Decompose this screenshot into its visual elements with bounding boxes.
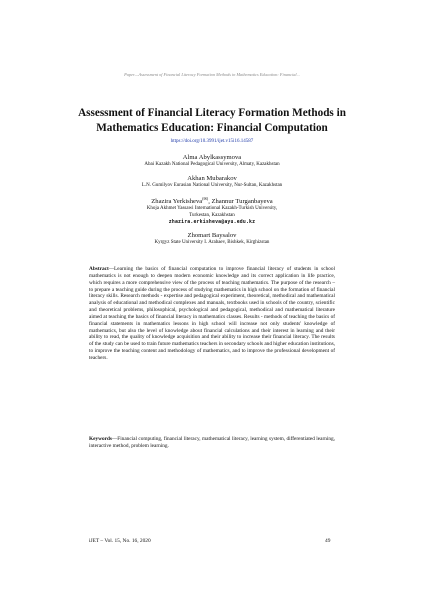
envelope-icon: (✉) (202, 196, 209, 202)
author-1 (0, 154, 424, 169)
author-affiliation: Kyrgyz State University I. Arabaev, Bishkek, Kirghizstan (154, 239, 270, 245)
abstract-text: —Learning the basics of financial computation to improve financial literacy of students in school mathematics is not enough to deepen modern economic knowledge and its correct application in life practice, which requires a more comprehensive view of the process of teaching mathematics. The purpose of the research – to prepare a teaching guide during the process of studying mathematics in high school on the formation of financial literacy skills. Research methods - expertise and pedagogical experiment, theoretical, methodical and mathematical analysis of educational and methodical complexes and manuals, textbooks used in schools of the country, scientific and theoretical problems, philosophical, psychological and pedagogical, methodical and mathematical literature aimed at teaching the basics of financial literacy in mathematics classes. Results - methods of teaching the basics of financial statements in mathematics lessons in high school will increase not only students' knowledge of mathematics, but also the level of knowledge about financial calculations and their interest in learning and their ability to read, the quality of knowledge acquisition and their ability to increase their financial literacy. The results of the study can be used to train future mathematics teachers in secondary schools and higher education institutions, to improve the teaching content and methodology of mathematics, and to improve the professional development of teachers. (89, 266, 335, 361)
author-2 (0, 175, 424, 190)
footer-journal: iJET ‒ Vol. 15, No. 16, 2020 (89, 538, 151, 544)
coauthor-name: , Zhannur Turganbayeva (208, 198, 273, 206)
author-name: Zhomart Baysalov (187, 231, 237, 239)
doi-link[interactable]: https://doi.org/10.3991/ijet.v15i16.14587 (170, 139, 254, 144)
paper-title: Assessment of Financial Literacy Formation Methods in Mathematics Education: Financial Computation (78, 107, 346, 134)
abstract-label: Abstract (89, 266, 109, 272)
author-affiliation: Abai Kazakh National Pedagogical University, Almaty, Kazakhstan (144, 162, 280, 167)
running-head: Paper—Assessment of Financial Literacy Formation Methods in Mathematics Education: Financial... (124, 72, 300, 77)
keywords (89, 436, 335, 450)
author-block (0, 154, 424, 253)
author-3 (0, 195, 424, 226)
footer-page-number: 49 (325, 538, 331, 544)
author-4 (0, 232, 424, 247)
author-affiliation: Khoja Akhmet Yassawi International Kazakh-Turkish University, (146, 206, 278, 212)
author-name: Alma Abylkassymova (182, 154, 242, 161)
author-name: Zhazira Yerkisheva (151, 198, 203, 206)
author-name: Akhan Mubarakov (187, 174, 237, 182)
author-affiliation: L.N. Gumilyov Eurasian National University, Nur-Sultan, Kazakhstan (141, 182, 283, 188)
abstract (89, 266, 335, 362)
author-affiliation-location: Turkestan, Kazakhstan (189, 212, 235, 218)
author-names-line (0, 195, 424, 206)
keywords-label: Keywords (89, 436, 112, 442)
keywords-text: —Financial computing, financial literacy, mathematical literacy, learning system, differentiated learning, interactive method, problem learning. (89, 436, 335, 449)
author-email[interactable]: zhazira.erkisheva@ayu.edu.kz (168, 219, 256, 225)
